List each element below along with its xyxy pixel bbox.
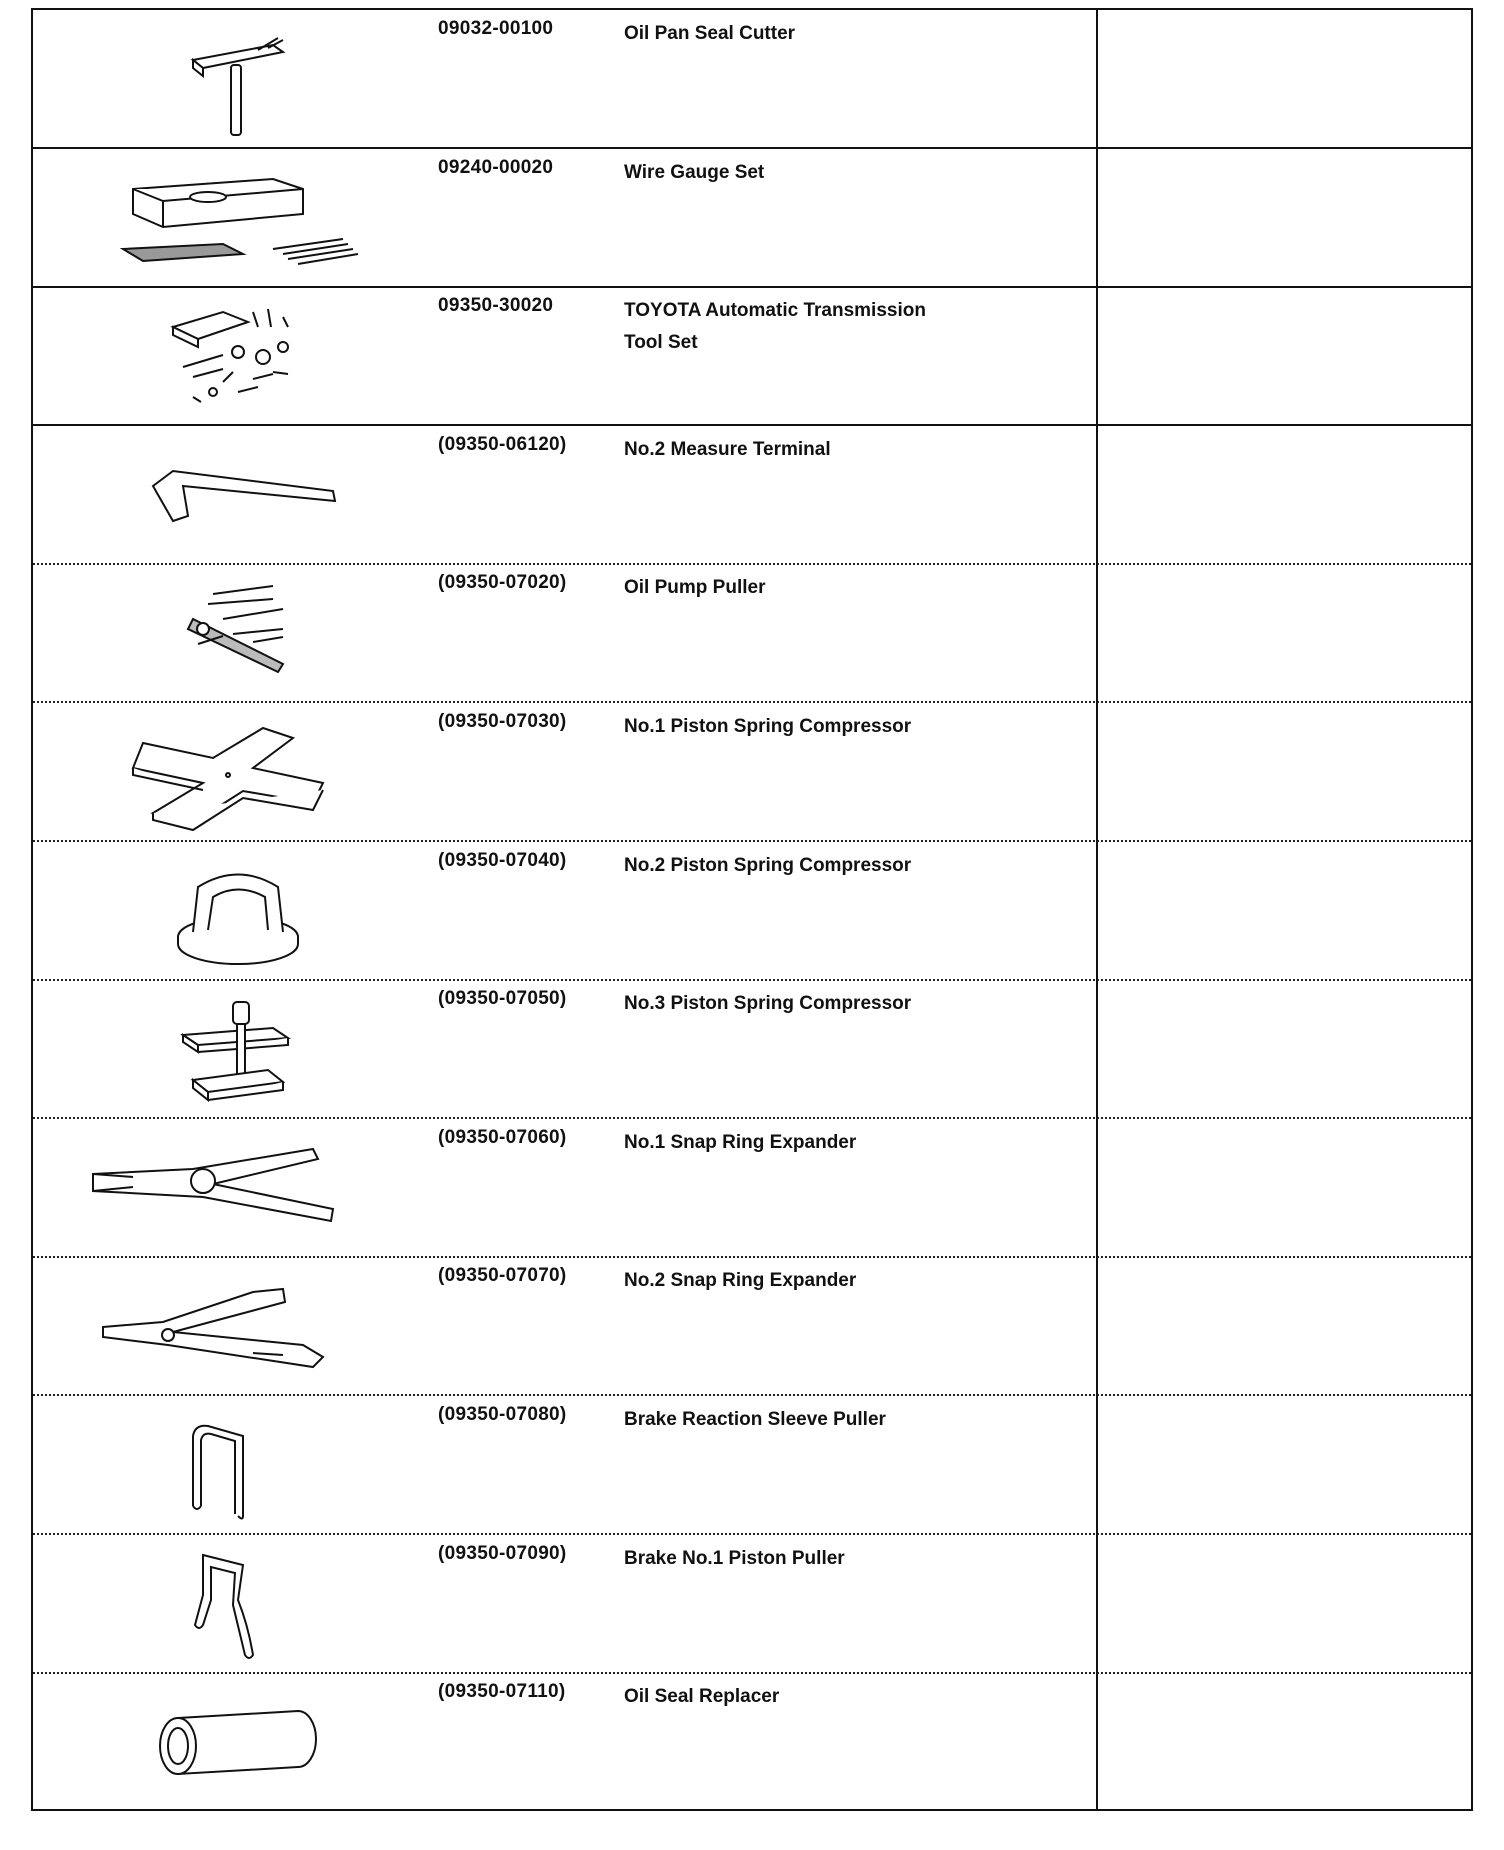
tool-name-line: No.1 Piston Spring Compressor [624,716,912,737]
cross-compressor-icon [73,713,373,833]
snap-ring-expander-icon [73,1129,373,1249]
part-number: (09350-07050) [438,988,567,1010]
tool-row [33,1396,1471,1535]
part-number: (09350-07070) [438,1265,567,1287]
remarks-cell [1100,426,1471,563]
part-number: 09240-00020 [438,156,554,178]
tool-name [624,988,1064,1020]
part-number: (09350-07110) [438,1681,566,1703]
seal-replacer-icon [73,1683,373,1803]
remarks-cell [1100,1257,1471,1394]
tool-name-line: No.2 Piston Spring Compressor [624,854,912,876]
remarks-cell [1100,1119,1471,1256]
plate-compressor-icon [73,990,373,1110]
remarks-cell [1100,287,1471,424]
remarks-cell [1100,1673,1471,1812]
part-number: 09032-00100 [438,18,554,39]
tool-set-icon [73,297,373,417]
tool-row [33,149,1471,288]
sleeve-puller-icon [73,1406,373,1526]
tool-name [624,1404,1064,1436]
remarks-cell [1100,1535,1471,1672]
pliers-icon [73,1267,373,1387]
remarks-cell [1100,149,1471,286]
tool-name [624,157,1064,189]
tool-name [624,572,1064,604]
part-number: (09350-07060) [438,1126,567,1148]
tool-name-line: Brake Reaction Sleeve Puller [624,1409,886,1430]
cup-compressor-icon [73,852,373,972]
remarks-cell [1100,703,1471,840]
tool-name [624,295,1064,359]
tool-name [624,18,1064,50]
tool-name-line: Oil Seal Replacer [624,1686,780,1708]
tool-name-line: No.2 Measure Terminal [624,438,831,460]
seal-cutter-icon [73,20,373,140]
tool-row [33,426,1471,565]
tool-name-line: Oil Pan Seal Cutter [624,23,796,44]
tool-row [33,1535,1471,1674]
measure-terminal-icon [73,436,373,556]
remarks-cell [1100,564,1471,701]
tool-row [33,980,1471,1119]
oil-pump-puller-icon [73,574,373,694]
special-tools-table [31,8,1473,1811]
remarks-cell [1100,842,1471,979]
tool-row [33,287,1471,426]
part-number: (09350-06120) [438,433,567,455]
tool-name [624,1681,1064,1713]
piston-puller-icon [73,1545,373,1665]
part-number: (09350-07040) [438,849,567,871]
tool-row [33,842,1471,981]
tool-row [33,564,1471,703]
tool-name [624,1265,1064,1297]
part-number: (09350-07030) [438,711,567,732]
tool-row [33,1673,1471,1812]
part-number: (09350-07080) [438,1404,567,1425]
tool-name-line: No.3 Piston Spring Compressor [624,993,912,1015]
tool-row [33,1257,1471,1396]
tool-name [624,434,1064,466]
tool-name [624,711,1064,743]
tool-name-line: No.2 Snap Ring Expander [624,1270,857,1292]
tool-name-line: Tool Set [624,332,698,354]
tool-name-line: Wire Gauge Set [624,161,765,183]
wire-gauge-set-icon [73,159,373,279]
tool-row [33,1119,1471,1258]
part-number: (09350-07020) [438,572,567,594]
tool-row [33,10,1471,149]
tool-name-line: Oil Pump Puller [624,577,766,599]
part-number: (09350-07090) [438,1542,567,1564]
tool-row [33,703,1471,842]
tool-name-line: Brake No.1 Piston Puller [624,1547,845,1569]
tool-name-line: TOYOTA Automatic Transmission [624,300,926,322]
part-number: 09350-30020 [438,295,554,317]
remarks-cell [1100,980,1471,1117]
tool-name-line: No.1 Snap Ring Expander [624,1131,857,1153]
remarks-cell [1100,10,1471,147]
tool-name [624,850,1064,882]
remarks-cell [1100,1396,1471,1533]
tool-name [624,1543,1064,1575]
tool-name [624,1127,1064,1159]
